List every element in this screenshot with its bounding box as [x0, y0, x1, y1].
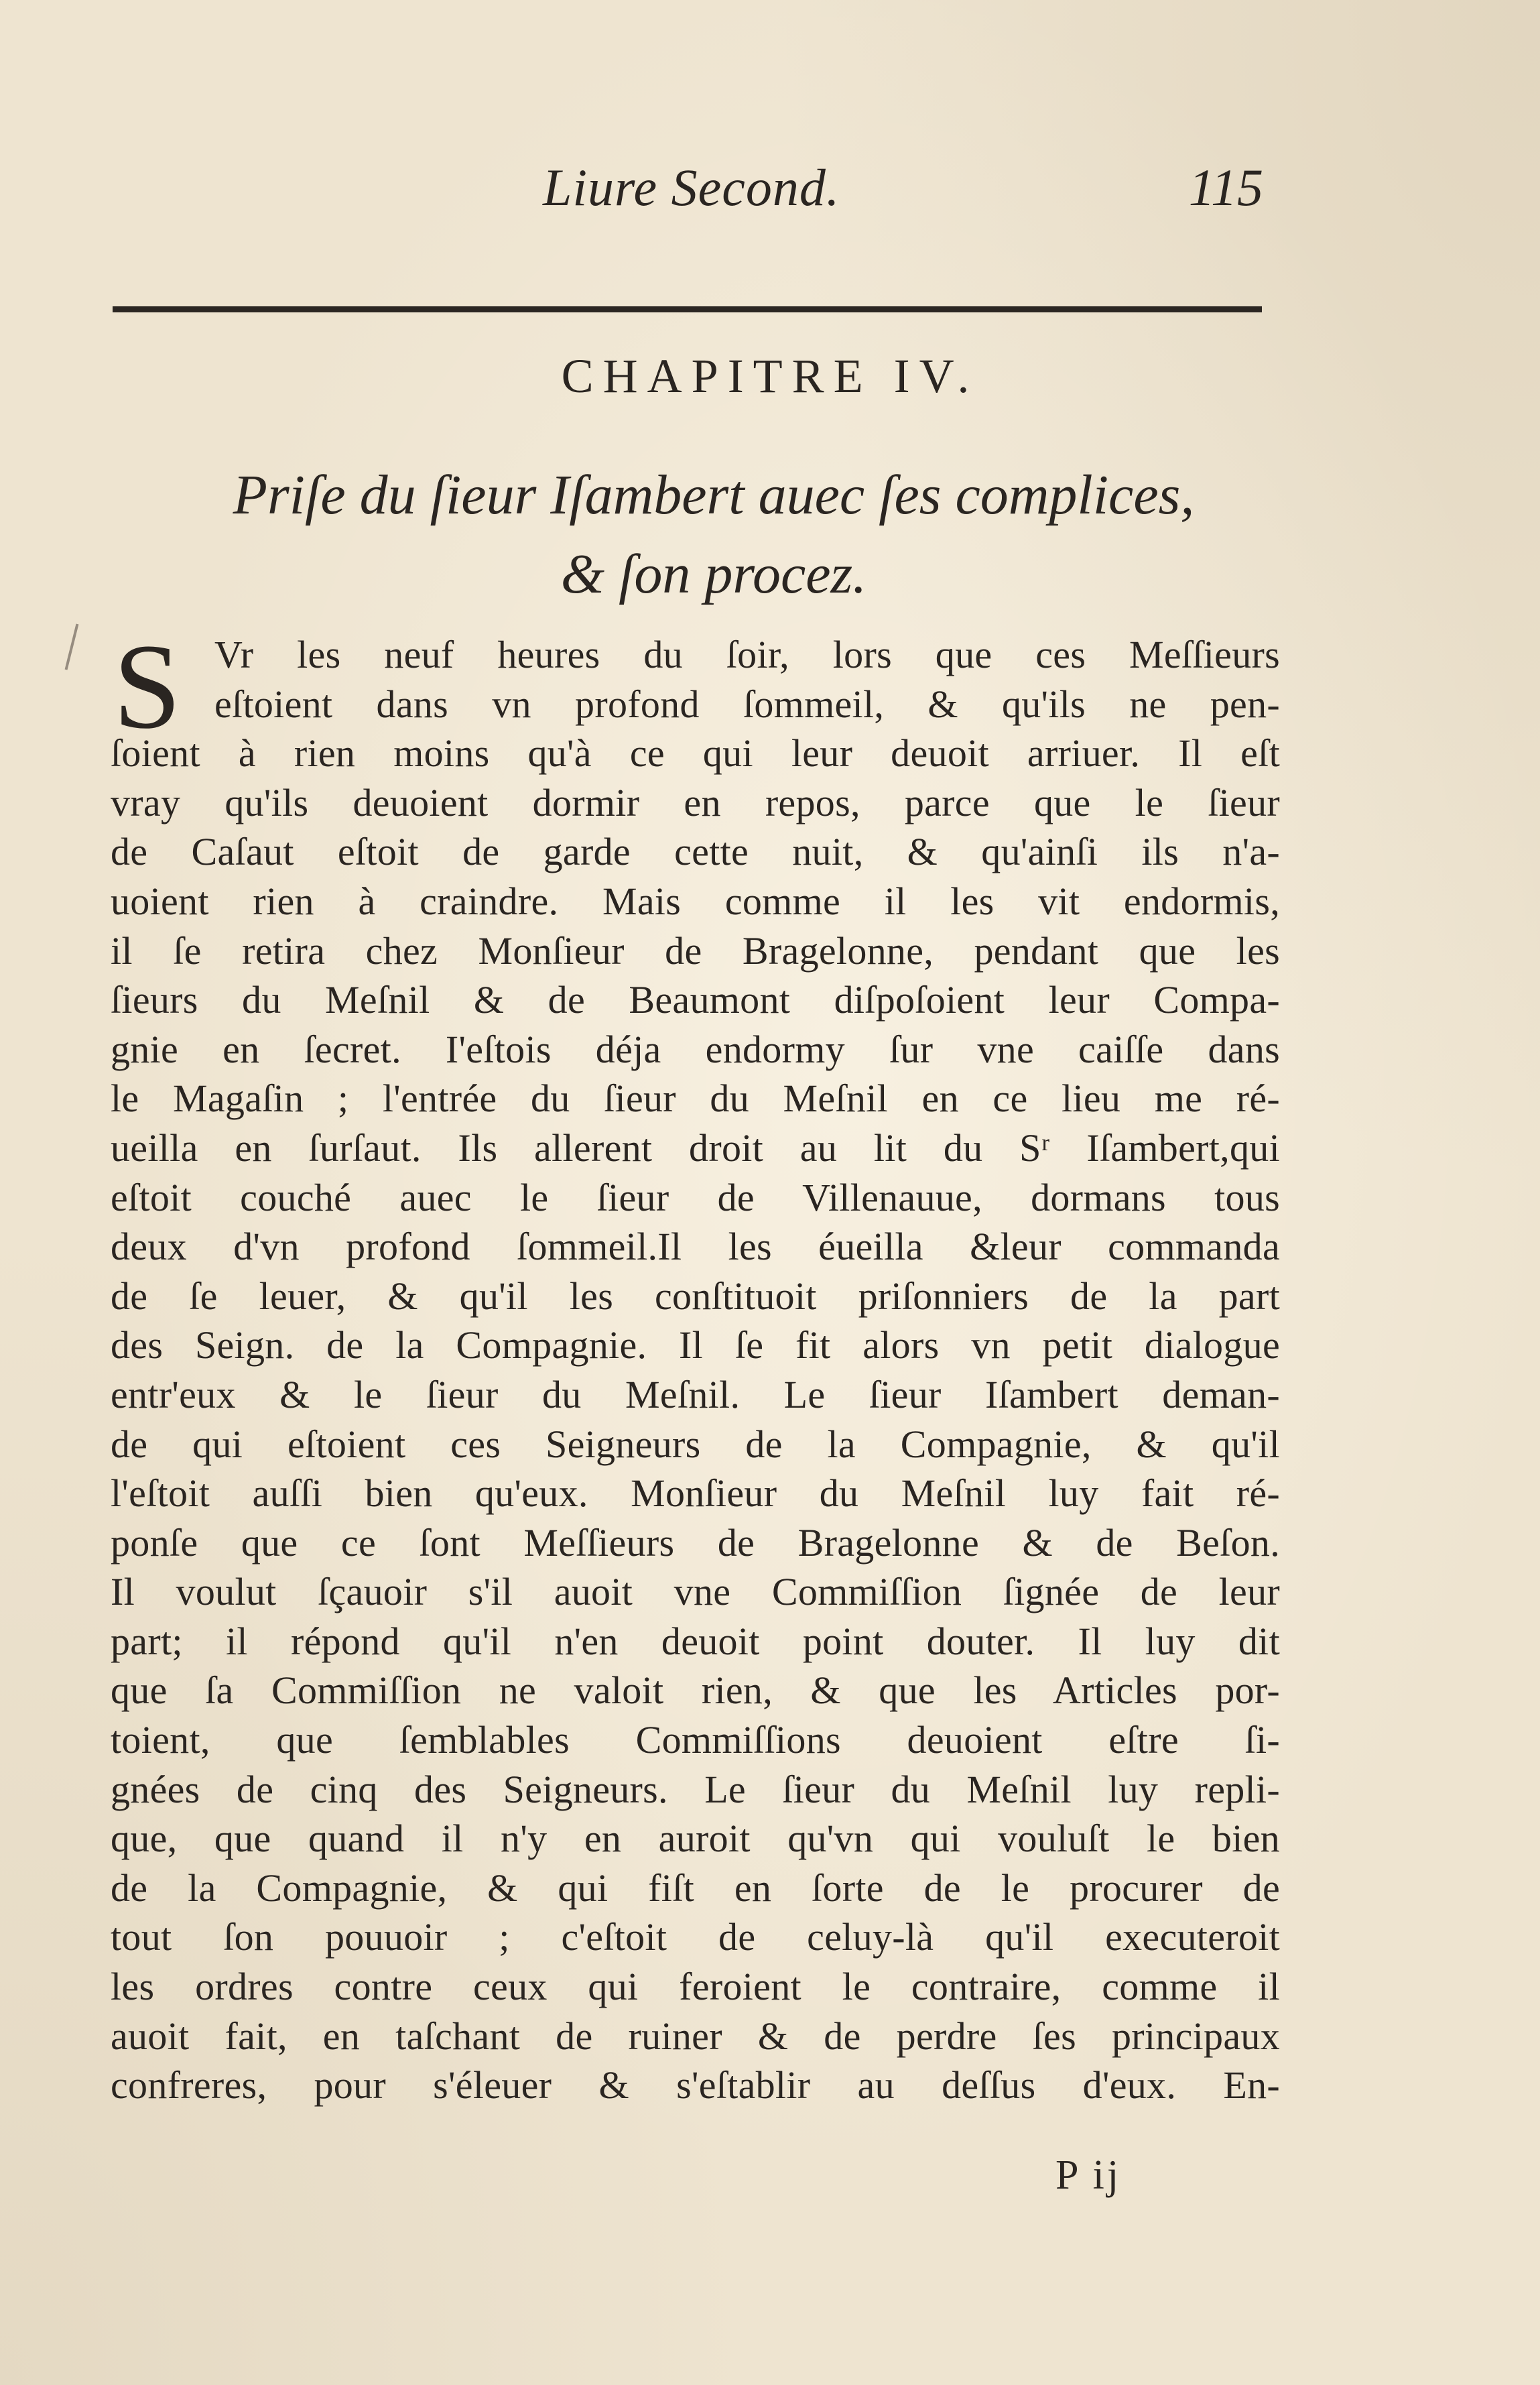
- text-line: de la Compagnie, & qui fiſt en ſorte de le procurer de: [111, 1866, 1280, 1910]
- running-head: [114, 151, 1263, 225]
- text-line: ponſe que ce ſont Meſſieurs de Bragelonne & de Beſon.: [111, 1520, 1280, 1565]
- text-line: toient, que ſemblables Commiſſions deuoient eſtre ſi-: [111, 1718, 1280, 1762]
- text-line: ſoient à rien moins qu'à ce qui leur deuoit arriuer. Il eſt: [111, 731, 1280, 776]
- page-number: 115: [1188, 158, 1263, 217]
- text-line: entr'eux & le ſieur du Meſnil. Le ſieur Iſambert deman-: [111, 1372, 1280, 1416]
- text-line: le Magaſin ; l'entrée du ſieur du Meſnil en ce lieu me ré-: [111, 1077, 1280, 1121]
- running-title: Liure Second.: [543, 158, 840, 217]
- header-rule: [113, 306, 1262, 312]
- signature-mark: P ij: [1055, 2152, 1122, 2198]
- text-line: que, que quand il n'y en auroit qu'vn qui vouluſt le bien: [111, 1817, 1280, 1861]
- text-line: Vr les neuf heures du ſoir, lors que ces Meſſieurs: [214, 633, 1280, 676]
- text-line: eſtoient dans vn profond ſommeil, & qu'ils ne pen-: [214, 682, 1280, 726]
- text-line: part; il répond qu'il n'en deuoit point douter. Il luy dit: [111, 1619, 1280, 1663]
- text-line: Il voulut ſçauoir s'il auoit vne Commiſſion ſignée de leur: [111, 1570, 1280, 1614]
- chapter-title: CHAPITRE IV.: [561, 349, 979, 403]
- body-text: [111, 619, 1280, 2110]
- text-line: auoit fait, en taſchant de ruiner & de perdre ſes principaux: [111, 2014, 1280, 2058]
- drop-cap: S: [113, 619, 182, 754]
- text-line: que ſa Commiſſion ne valoit rien, & que les Articles por-: [111, 1668, 1280, 1713]
- text-line: gnées de cinq des Seigneurs. Le ſieur du Meſnil luy repli-: [111, 1767, 1280, 1811]
- text-line: confreres, pour s'éleuer & s'eſtablir au deſſus d'eux. En-: [111, 2063, 1280, 2107]
- text-line: l'eſtoit auſſi bien qu'eux. Monſieur du Meſnil luy fait ré-: [111, 1471, 1280, 1516]
- text-line: uoient rien à craindre. Mais comme il les vit endormis,: [111, 879, 1280, 923]
- text-line: les ordres contre ceux qui feroient le contraire, comme il: [111, 1965, 1280, 2009]
- text-line: vray qu'ils deuoient dormir en repos, parce que le ſieur: [111, 780, 1280, 824]
- margin-mark: [65, 624, 79, 670]
- text-line: ſieurs du Meſnil & de Beaumont diſpoſoient leur Compa-: [111, 978, 1280, 1022]
- text-line: de ſe leuer, & qu'il les conſtituoit priſonniers de la part: [111, 1274, 1280, 1318]
- text-line: de qui eſtoient ces Seigneurs de la Compagnie, & qu'il: [111, 1422, 1280, 1466]
- chapter-subtitle: [134, 456, 1293, 614]
- text-line: eſtoit couché auec le ſieur de Villenauue, dormans tous: [111, 1175, 1280, 1219]
- text-line: des Seign. de la Compagnie. Il ſe fit alors vn petit dialogue: [111, 1323, 1280, 1367]
- text-line: tout ſon pouuoir ; c'eſtoit de celuy-là qu'il executeroit: [111, 1915, 1280, 1959]
- text-line: gnie en ſecret. I'eſtois déja endormy ſur vne caiſſe dans: [111, 1027, 1280, 1071]
- text-line: ueilla en ſurſaut. Ils allerent droit au lit du Sʳ Iſambert,qui: [111, 1125, 1280, 1170]
- text-line: deux d'vn profond ſommeil.Il les éueilla &leur commanda: [111, 1225, 1280, 1269]
- text-line: il ſe retira chez Monſieur de Bragelonne, pendant que les: [111, 928, 1280, 973]
- chapter-subtitle-line: & ſon procez.: [560, 543, 867, 605]
- chapter-subtitle-line: Priſe du ſieur Iſambert auec ſes complices,: [233, 464, 1195, 526]
- text-line: de Caſaut eſtoit de garde cette nuit, & qu'ainſi ils n'a-: [111, 830, 1280, 874]
